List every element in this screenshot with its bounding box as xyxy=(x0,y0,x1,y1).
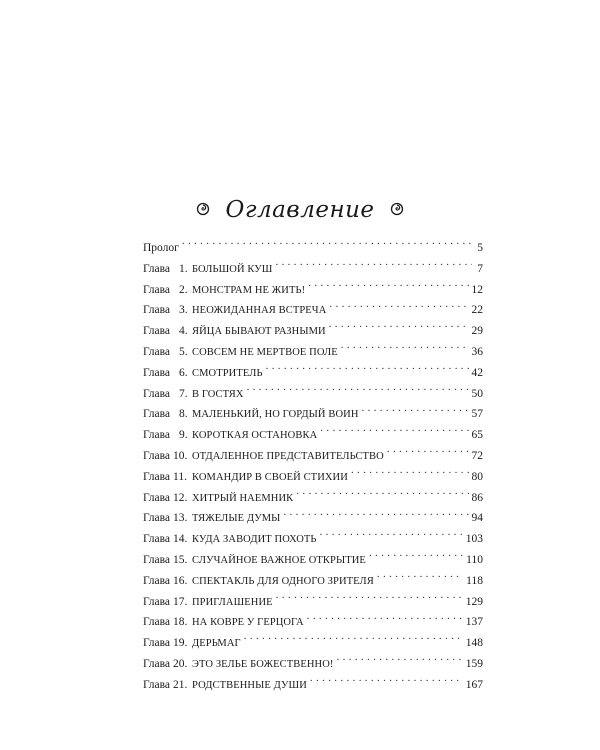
toc-chapter-word: Глава xyxy=(143,657,171,670)
toc-chapter-number: 8. xyxy=(179,408,188,421)
dot-leader xyxy=(351,466,469,480)
dot-leader xyxy=(308,279,468,293)
toc-chapter-title: ЯЙЦА БЫВАЮТ РАЗНЫМИ xyxy=(192,326,326,338)
toc-chapter-prefix xyxy=(143,467,192,488)
toc-chapter-prefix xyxy=(143,529,192,550)
toc-chapter-title: КОРОТКАЯ ОСТАНОВКА xyxy=(192,430,318,442)
toc-chapter-title: ДЕРЬМАГ xyxy=(192,638,241,650)
toc-chapter-title: ПРИГЛАШЕНИЕ xyxy=(192,596,273,608)
toc-entry-label: Пролог xyxy=(143,242,179,254)
toc-chapter-word: Глава xyxy=(143,470,171,483)
toc-page-number: 110 xyxy=(466,553,483,566)
toc-chapter-word: Глава xyxy=(143,345,171,358)
toc-chapter-title: ТЯЖЕЛЫЕ ДУМЫ xyxy=(192,513,281,525)
dot-leader xyxy=(296,487,468,501)
toc-chapter-word: Глава xyxy=(143,553,171,566)
toc-chapter-prefix xyxy=(143,425,192,446)
toc-chapter-prefix xyxy=(143,363,192,384)
toc-chapter-prefix xyxy=(143,446,192,467)
toc-chapter-word: Глава xyxy=(143,616,171,629)
dot-leader xyxy=(387,445,469,459)
toc-chapter-number: 14. xyxy=(173,533,188,546)
toc-page-number: 129 xyxy=(465,595,483,608)
dot-leader xyxy=(307,611,463,625)
toc-chapter-number: 7. xyxy=(179,387,188,400)
toc-entry-chapter[interactable] xyxy=(143,445,483,466)
toc-chapter-word: Глава xyxy=(143,678,171,691)
toc-entry-chapter[interactable] xyxy=(143,674,483,695)
toc-entry-chapter[interactable] xyxy=(143,424,483,445)
dot-leader xyxy=(283,507,468,521)
toc-page-number: 50 xyxy=(471,387,483,400)
toc-chapter-number: 12. xyxy=(173,491,188,504)
toc-chapter-number: 21. xyxy=(173,678,188,691)
toc-chapter-prefix xyxy=(143,612,192,633)
toc-page-number: 65 xyxy=(471,429,483,442)
dot-leader xyxy=(337,653,463,667)
ornament-right-icon xyxy=(390,202,404,216)
toc-chapter-number: 20. xyxy=(173,657,188,670)
toc-page-number: 159 xyxy=(465,657,483,670)
dot-leader xyxy=(244,632,463,646)
dot-leader xyxy=(320,528,463,542)
toc-chapter-number: 13. xyxy=(173,512,188,525)
toc-chapter-prefix xyxy=(143,384,192,405)
toc-entry-chapter[interactable] xyxy=(143,487,483,508)
dot-leader xyxy=(276,591,463,605)
toc-page-number: 137 xyxy=(465,616,483,629)
toc-heading xyxy=(0,195,600,225)
toc-page-number: 7 xyxy=(477,262,483,275)
toc-entry-chapter[interactable] xyxy=(143,591,483,612)
toc-chapter-title: КОМАНДИР В СВОЕЙ СТИХИИ xyxy=(192,471,348,483)
toc-chapter-prefix xyxy=(143,633,192,654)
toc-chapter-number: 19. xyxy=(173,637,188,650)
toc-chapter-word: Глава xyxy=(143,449,171,462)
toc-chapter-word: Глава xyxy=(143,533,171,546)
toc-chapter-number: 18. xyxy=(173,616,188,629)
toc-page-number: 167 xyxy=(465,678,483,691)
toc-entry-chapter[interactable] xyxy=(143,611,483,632)
toc-page-number: 94 xyxy=(471,512,483,525)
toc-chapter-title: СМОТРИТЕЛЬ xyxy=(192,367,263,379)
toc-page-number: 22 xyxy=(471,304,483,317)
toc-chapter-number: 11. xyxy=(173,470,187,483)
toc-page-number: 118 xyxy=(466,574,483,587)
toc-chapter-prefix xyxy=(143,675,192,696)
toc-entry-chapter[interactable] xyxy=(143,528,483,549)
toc-chapter-number: 2. xyxy=(179,283,188,296)
toc-chapter-number: 6. xyxy=(179,366,188,379)
toc-chapter-prefix xyxy=(143,259,192,280)
toc-chapter-prefix xyxy=(143,654,192,675)
toc-chapter-title: ЭТО ЗЕЛЬЕ БОЖЕСТВЕННО! xyxy=(192,658,334,670)
toc-entry-chapter[interactable] xyxy=(143,341,483,362)
toc-chapter-word: Глава xyxy=(143,595,171,608)
toc-chapter-title: НЕОЖИДАННАЯ ВСТРЕЧА xyxy=(192,305,327,317)
toc-chapter-number: 1. xyxy=(179,262,188,275)
toc-chapter-number: 5. xyxy=(179,345,188,358)
toc-chapter-word: Глава xyxy=(143,325,171,338)
toc-page-number: 42 xyxy=(471,366,483,379)
toc-chapter-title: МАЛЕНЬКИЙ, НО ГОРДЫЙ ВОИН xyxy=(192,409,359,421)
toc-chapter-word: Глава xyxy=(143,512,171,525)
dot-leader xyxy=(275,258,472,272)
dot-leader xyxy=(182,237,472,251)
toc-chapter-prefix xyxy=(143,592,192,613)
toc-page-number: 148 xyxy=(465,637,483,650)
toc-chapter-prefix xyxy=(143,550,192,571)
toc-page-number: 29 xyxy=(471,325,483,338)
dot-leader xyxy=(369,549,463,563)
toc-chapter-number: 4. xyxy=(179,325,188,338)
dot-leader xyxy=(266,362,469,376)
toc-chapter-word: Глава xyxy=(143,366,171,379)
toc-entry-chapter[interactable] xyxy=(143,299,483,320)
toc-chapter-title: РОДСТВЕННЫЕ ДУШИ xyxy=(192,679,307,691)
toc-chapter-prefix xyxy=(143,404,192,425)
toc-page-number: 80 xyxy=(471,470,483,483)
toc-chapter-title: СЛУЧАЙНОЕ ВАЖНОЕ ОТКРЫТИЕ xyxy=(192,554,366,566)
toc-chapter-title: КУДА ЗАВОДИТ ПОХОТЬ xyxy=(192,534,317,546)
ornament-left-icon xyxy=(196,202,210,216)
dot-leader xyxy=(377,570,463,584)
toc-entry-chapter[interactable] xyxy=(143,466,483,487)
toc-chapter-number: 9. xyxy=(179,429,188,442)
toc-chapter-prefix xyxy=(143,488,192,509)
toc-entry-chapter[interactable] xyxy=(143,383,483,404)
toc-page-number: 103 xyxy=(465,533,483,546)
toc-chapter-title: БОЛЬШОЙ КУШ xyxy=(192,263,273,275)
toc-entry-chapter[interactable] xyxy=(143,507,483,528)
toc-chapter-title: МОНСТРАМ НЕ ЖИТЬ! xyxy=(192,284,306,296)
toc-chapter-number: 10. xyxy=(173,449,188,462)
toc-entry-chapter[interactable] xyxy=(143,362,483,383)
toc-entry-chapter[interactable] xyxy=(143,403,483,424)
toc-chapter-prefix xyxy=(143,300,192,321)
toc-page-number: 57 xyxy=(471,408,483,421)
toc-entry-chapter[interactable] xyxy=(143,632,483,653)
dot-leader xyxy=(247,383,469,397)
toc-entry-chapter[interactable] xyxy=(143,258,483,279)
toc-chapter-title: НА КОВРЕ У ГЕРЦОГА xyxy=(192,617,304,629)
toc-chapter-word: Глава xyxy=(143,408,171,421)
toc-page-number: 86 xyxy=(471,491,483,504)
toc-chapter-title: ОТДАЛЕННОЕ ПРЕДСТАВИТЕЛЬСТВО xyxy=(192,450,384,462)
dot-leader xyxy=(310,674,463,688)
toc-entry-chapter[interactable] xyxy=(143,570,483,591)
table-of-contents xyxy=(143,237,483,695)
dot-leader xyxy=(362,403,469,417)
toc-chapter-title: ХИТРЫЙ НАЕМНИК xyxy=(192,492,294,504)
toc-chapter-title: СПЕКТАКЛЬ ДЛЯ ОДНОГО ЗРИТЕЛЯ xyxy=(192,575,374,587)
toc-entry-chapter[interactable] xyxy=(143,549,483,570)
toc-page-number: 12 xyxy=(471,283,483,296)
toc-page-number: 36 xyxy=(471,345,483,358)
toc-chapter-word: Глава xyxy=(143,387,171,400)
toc-entry-chapter[interactable] xyxy=(143,320,483,341)
toc-entry-prologue[interactable] xyxy=(143,237,483,258)
toc-chapter-prefix xyxy=(143,508,192,529)
toc-chapter-word: Глава xyxy=(143,283,171,296)
toc-chapter-number: 16. xyxy=(173,574,188,587)
toc-chapter-word: Глава xyxy=(143,574,171,587)
toc-chapter-word: Глава xyxy=(143,491,171,504)
toc-chapter-number: 17. xyxy=(173,595,188,608)
toc-entry-chapter[interactable] xyxy=(143,653,483,674)
toc-chapter-word: Глава xyxy=(143,262,171,275)
toc-chapter-prefix xyxy=(143,571,192,592)
toc-chapter-prefix xyxy=(143,280,192,301)
toc-chapter-prefix xyxy=(143,321,192,342)
toc-chapter-number: 15. xyxy=(173,553,188,566)
toc-entry-chapter[interactable] xyxy=(143,279,483,300)
toc-page-number: 72 xyxy=(471,449,483,462)
toc-chapter-word: Глава xyxy=(143,637,171,650)
dot-leader xyxy=(329,299,468,313)
toc-chapter-title: СОВСЕМ НЕ МЕРТВОЕ ПОЛЕ xyxy=(192,346,338,358)
toc-chapter-prefix xyxy=(143,342,192,363)
toc-chapter-number: 3. xyxy=(179,304,188,317)
dot-leader xyxy=(320,424,468,438)
dot-leader xyxy=(341,341,469,355)
toc-page-number: 5 xyxy=(477,242,483,254)
dot-leader xyxy=(329,320,469,334)
toc-chapter-word: Глава xyxy=(143,429,171,442)
toc-heading-text: Оглавление xyxy=(225,197,375,223)
toc-chapter-word: Глава xyxy=(143,304,171,317)
toc-chapter-title: В ГОСТЯХ xyxy=(192,388,244,400)
